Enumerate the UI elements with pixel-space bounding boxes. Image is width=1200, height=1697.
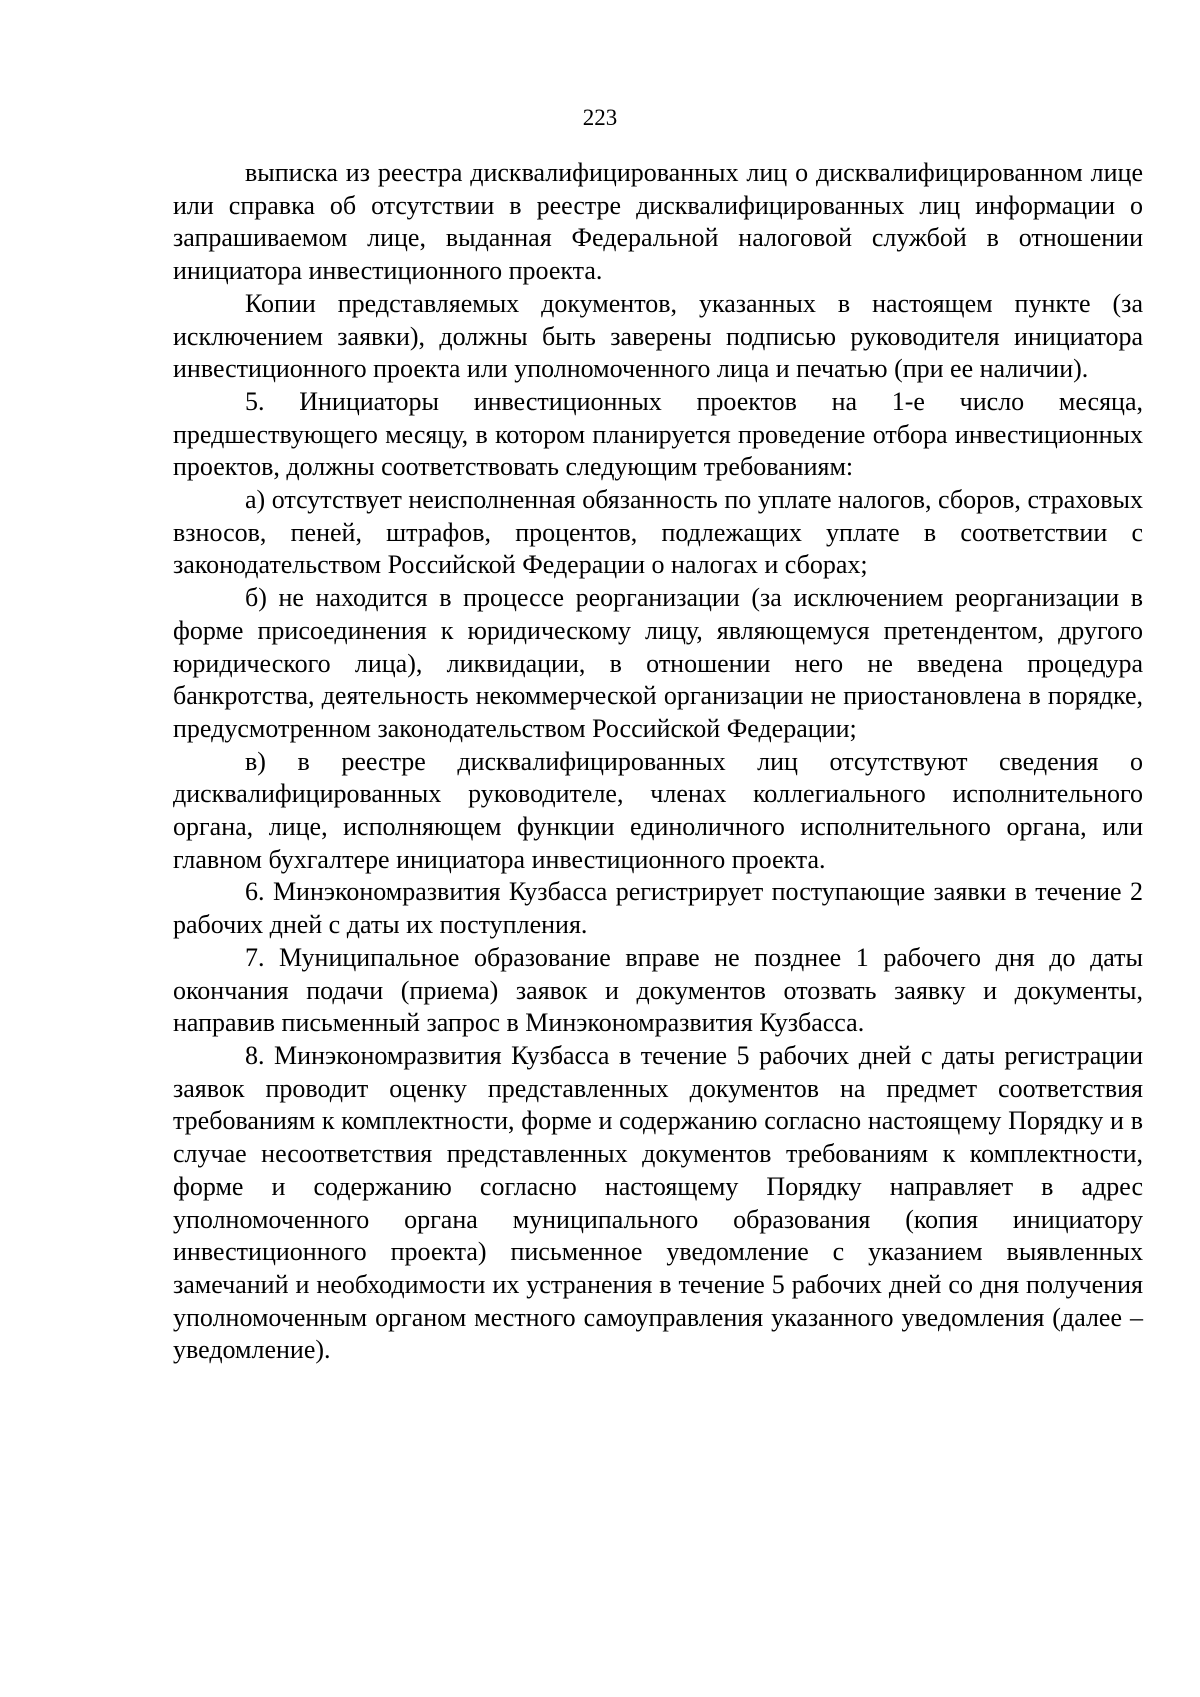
paragraph-7-withdrawal: 7. Муниципальное образование вправе не позднее 1 рабочего дня до даты окончания подачи (приема) заявок и документов отозвать заявку и документы, направив письменный запрос в Минэкономразвития Кузбасса. bbox=[173, 942, 1143, 1038]
paragraph-5-requirements: 5. Инициаторы инвестиционных проектов на 1-е число месяца, предшествующего месяцу, в котором планируется проведение отбора инвестиционных проектов, должны соответствовать следующим требованиям: bbox=[173, 386, 1143, 482]
paragraph-5b-no-reorganization: б) не находится в процессе реорганизации (за исключением реорганизации в форме присоединения к юридическому лицу, являющемуся претендентом, другого юридического лица), ликвидации, в отношении него не введена процедура банкротства, деятельность некоммерческой организации не приостановлена в порядке, предусмотренном законодательством Российской Федерации; bbox=[173, 583, 1143, 743]
paragraph-disqualified-registry-extract: выписка из реестра дисквалифицированных лиц о дисквалифицированном лице или справка об отсутствии в реестре дисквалифицированных лиц информации о запрашиваемом лице, выданная Федеральной налоговой службой в отношении инициатора инвестиционного проекта. bbox=[173, 158, 1143, 286]
paragraph-8-evaluation: 8. Минэкономразвития Кузбасса в течение 5 рабочих дней с даты регистрации заявок проводит оценку представленных документов на предмет соответствия требованиям к комплектности, форме и содержанию согласно настоящему Порядку и в случае несоответствия представленных документов требованиям к комплектности, форме и содержанию согласно настоящему Порядку направляет в адрес уполномоченного органа муниципального образования (копия инициатору инвестиционного проекта) письменное уведомление с указанием выявленных замечаний и необходимости их устранения в течение 5 рабочих дней со дня получения уполномоченным органом местного самоуправления указанного уведомления (далее – уведомление). bbox=[173, 1040, 1143, 1365]
paragraph-5a-no-tax-debt: а) отсутствует неисполненная обязанность по уплате налогов, сборов, страховых взносов, пеней, штрафов, процентов, подлежащих уплате в соответствии с законодательством Российской Федерации о налогах и сборах; bbox=[173, 485, 1143, 580]
paragraph-6-registration: 6. Минэкономразвития Кузбасса регистрирует поступающие заявки в течение 2 рабочих дней с даты их поступления. bbox=[173, 877, 1143, 940]
document-body bbox=[173, 157, 1143, 1367]
page-number: 223 bbox=[582, 105, 618, 130]
paragraph-5v-no-disqualified: в) в реестре дисквалифицированных лиц отсутствуют сведения о дисквалифицированных руководителе, членах коллегиального исполнительного органа, лице, исполняющем функции единоличного исполнительного органа, или главном бухгалтере инициатора инвестиционного проекта. bbox=[173, 746, 1143, 874]
paragraph-document-copies: Копии представляемых документов, указанных в настоящем пункте (за исключением заявки), должны быть заверены подписью руководителя инициатора инвестиционного проекта или уполномоченного лица и печатью (при ее наличии). bbox=[173, 288, 1143, 384]
